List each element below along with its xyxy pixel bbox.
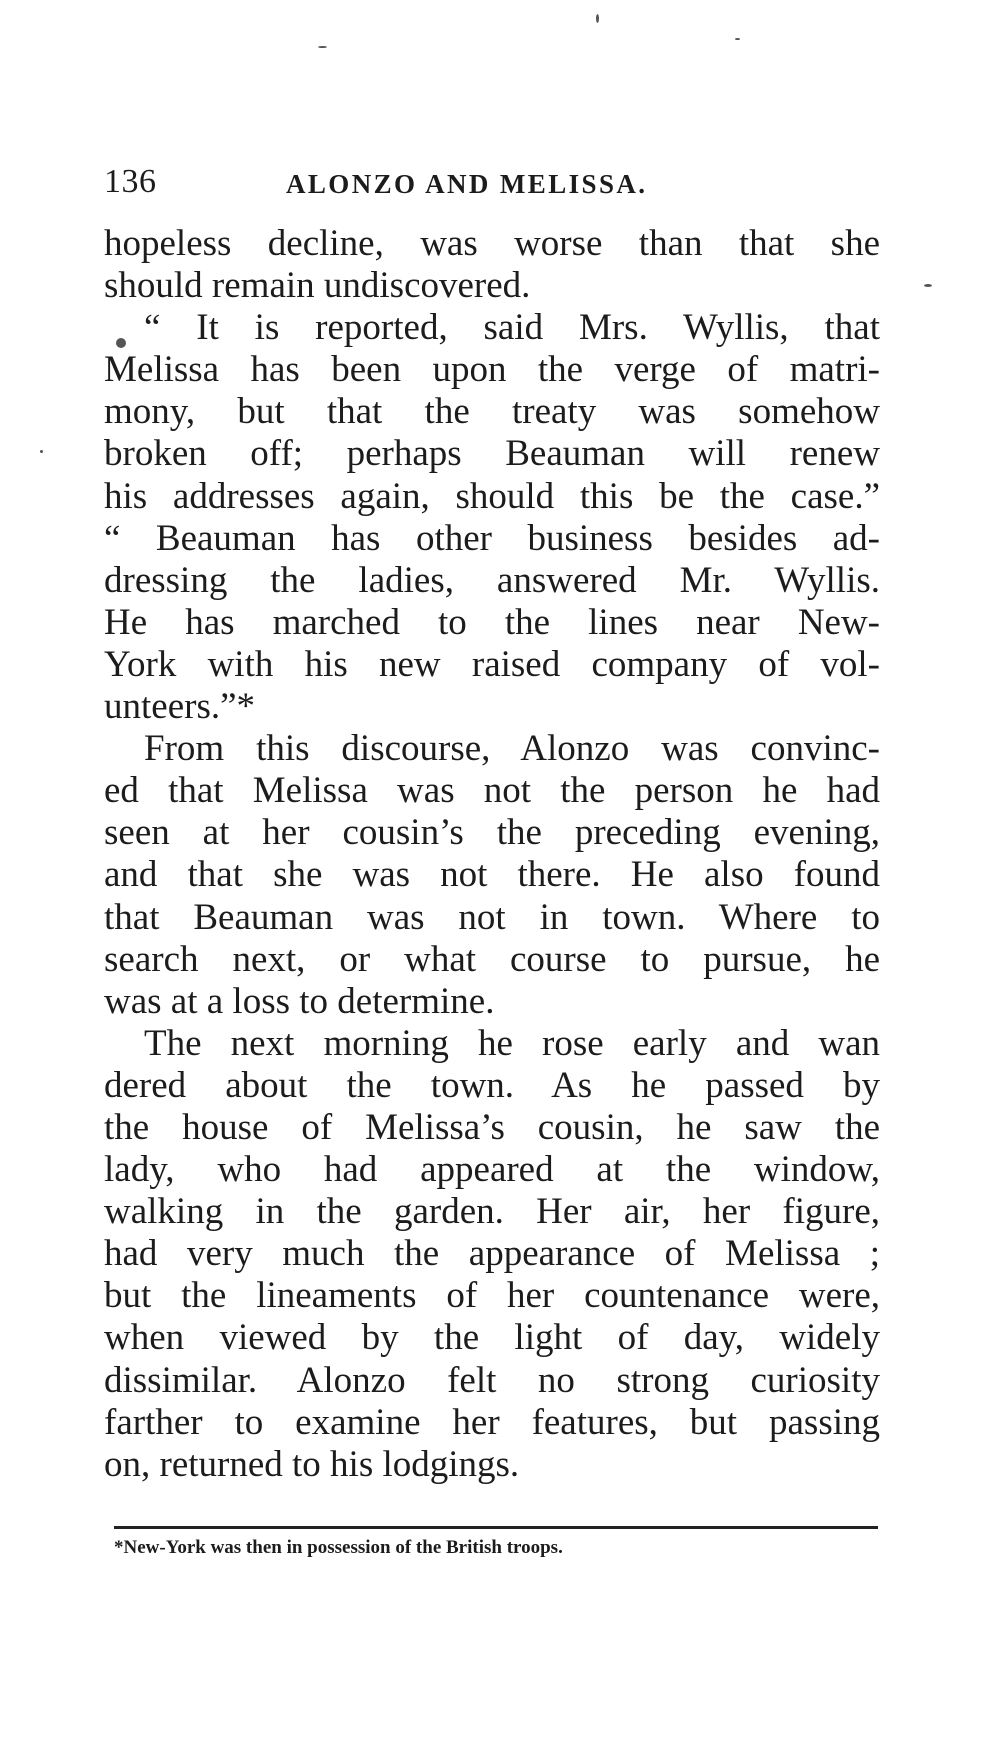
text-line: “ Beauman has other business besides ad- [104,517,880,559]
footnote: *New-York was then in possession of the British troops. [114,1537,563,1558]
text-line: was at a loss to determine. [104,980,495,1022]
text-line: dressing the ladies, answered Mr. Wyllis. [104,559,880,601]
text-line: that Beauman was not in town. Where to [104,896,880,938]
text-line: and that she was not there. He also found [104,854,880,896]
text-line: He has marched to the lines near New- [104,601,880,643]
text-line: dissimilar. Alonzo felt no strong curiosity [104,1359,880,1401]
text-line: The next morning he rose early and wan [144,1022,880,1064]
text-line: had very much the appearance of Melissa ; [104,1233,880,1275]
text-line: mony, but that the treaty was somehow [104,391,880,433]
scan-speck [596,14,599,23]
page-number: 136 [104,163,157,200]
text-line: his addresses again, should this be the case.” [104,475,880,517]
text-line: search next, or what course to pursue, he [104,938,880,980]
page-header [104,162,704,202]
footnote-rule [114,1526,878,1529]
text-line: but the lineaments of her countenance were, [104,1275,880,1317]
text-line: dered about the town. As he passed by [104,1064,880,1106]
text-line: the house of Melissa’s cousin, he saw the [104,1106,880,1148]
running-head: ALONZO AND MELISSA. [286,169,648,199]
text-line: broken off; perhaps Beauman will renew [104,433,880,475]
text-line: should remain undiscovered. [104,265,531,307]
text-line: on, returned to his lodgings. [104,1443,520,1485]
text-line: hopeless decline, was worse than that she [104,223,880,264]
text-line: “ It is reported, said Mrs. Wyllis, that [144,307,880,349]
text-line: seen at her cousin’s the preceding evening, [104,812,880,854]
text-line: York with his new raised company of vol- [104,643,880,685]
body-text [104,223,880,1486]
text-line: walking in the garden. Her air, her figure, [104,1191,880,1233]
scan-speck [735,38,740,40]
text-line: farther to examine her features, but passing [104,1401,880,1443]
scan-speck [40,450,43,453]
text-line: From this discourse, Alonzo was convinc- [144,728,880,770]
text-line: unteers.”* [104,686,256,728]
text-line: when viewed by the light of day, widely [104,1317,880,1359]
text-line: ed that Melissa was not the person he had [104,770,880,812]
scan-speck [924,284,932,287]
scan-speck [318,46,327,48]
scan-speck [116,338,126,348]
text-line: Melissa has been upon the verge of matri- [104,349,880,391]
text-line: lady, who had appeared at the window, [104,1149,880,1191]
